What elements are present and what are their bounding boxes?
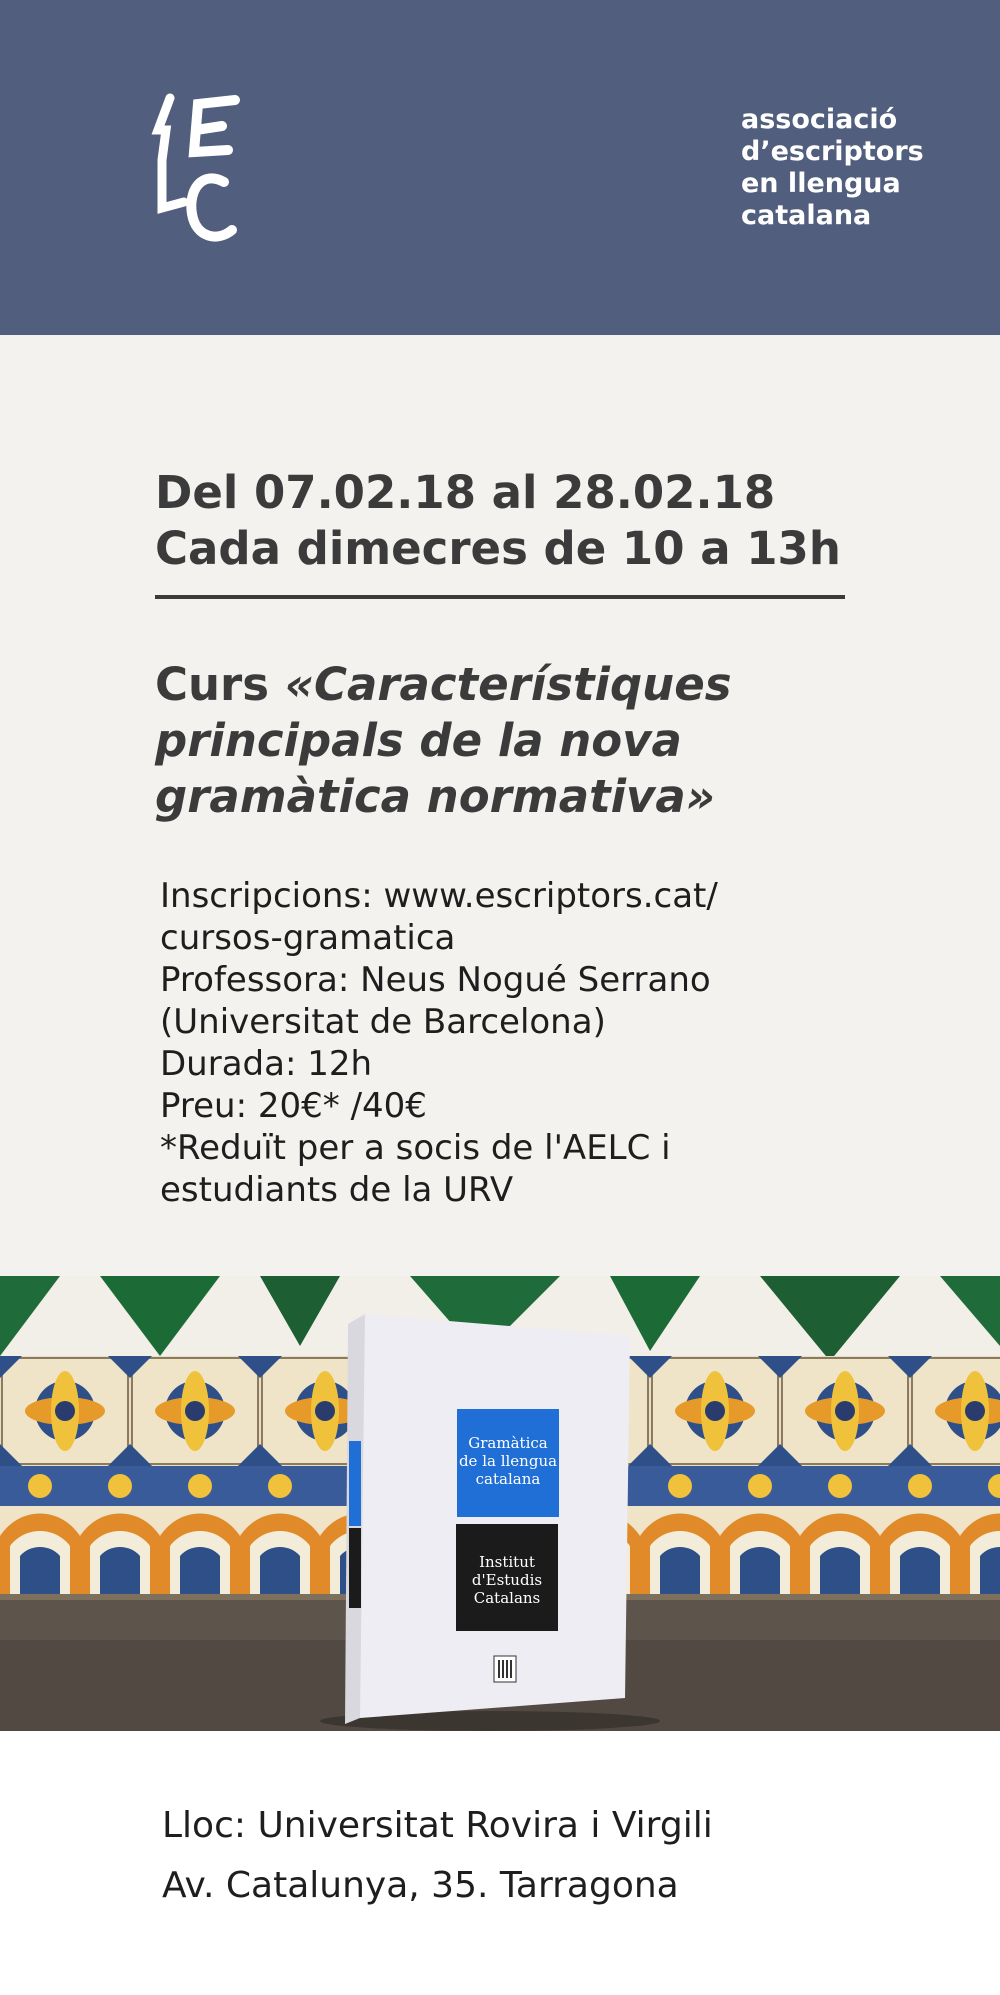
org-name-line: en llengua	[741, 168, 901, 199]
book-black-label	[456, 1553, 558, 1607]
book-label-line: Institut	[479, 1553, 535, 1571]
course-prefix: Curs	[155, 658, 285, 711]
org-name-line: catalana	[741, 200, 872, 231]
event-details	[0, 335, 1000, 1276]
org-name-line: d’escriptors	[741, 136, 924, 167]
location-venue: Lloc: Universitat Rovira i Virgili	[162, 1805, 713, 1846]
info-line: cursos-gramatica	[160, 918, 456, 958]
book-label-line: Gramàtica	[468, 1434, 548, 1452]
book-label-line: catalana	[475, 1470, 541, 1488]
schedule	[155, 465, 845, 577]
footer	[0, 1731, 1000, 1995]
schedule-dates: Del 07.02.18 al 28.02.18	[155, 466, 776, 519]
event-location	[162, 1796, 862, 1916]
course-info	[160, 875, 800, 1211]
info-line: Preu: 20€* /40€	[160, 1086, 427, 1126]
book-label-line: Catalans	[473, 1589, 541, 1607]
info-line: *Reduït per a socis de l'AELC i	[160, 1128, 671, 1168]
info-line: Professora: Neus Nogué Serrano	[160, 960, 711, 1000]
info-line: Durada: 12h	[160, 1044, 373, 1084]
book-blue-label	[457, 1434, 559, 1488]
org-name-line: associació	[741, 104, 898, 135]
info-line: (Universitat de Barcelona)	[160, 1002, 606, 1042]
book-label-line: d'Estudis	[471, 1571, 543, 1589]
aelc-logo-icon	[150, 90, 250, 250]
course-title	[155, 657, 855, 825]
header-banner	[0, 0, 1000, 335]
organization-name	[741, 104, 924, 232]
book-photo	[0, 1276, 1000, 1731]
schedule-time: Cada dimecres de 10 a 13h	[155, 522, 841, 575]
book-label-line: de la llengua	[458, 1452, 558, 1470]
book-on-tiles-illustration	[0, 1276, 1000, 1731]
info-line: Inscripcions: www.escriptors.cat/	[160, 876, 718, 916]
info-line: estudiants de la URV	[160, 1170, 514, 1210]
course-title-line: gramàtica normativa»	[155, 770, 715, 823]
divider	[155, 595, 845, 599]
course-title-line: principals de la nova	[155, 714, 682, 767]
course-title-line: «Característiques	[284, 658, 732, 711]
location-address: Av. Catalunya, 35. Tarragona	[162, 1865, 679, 1906]
